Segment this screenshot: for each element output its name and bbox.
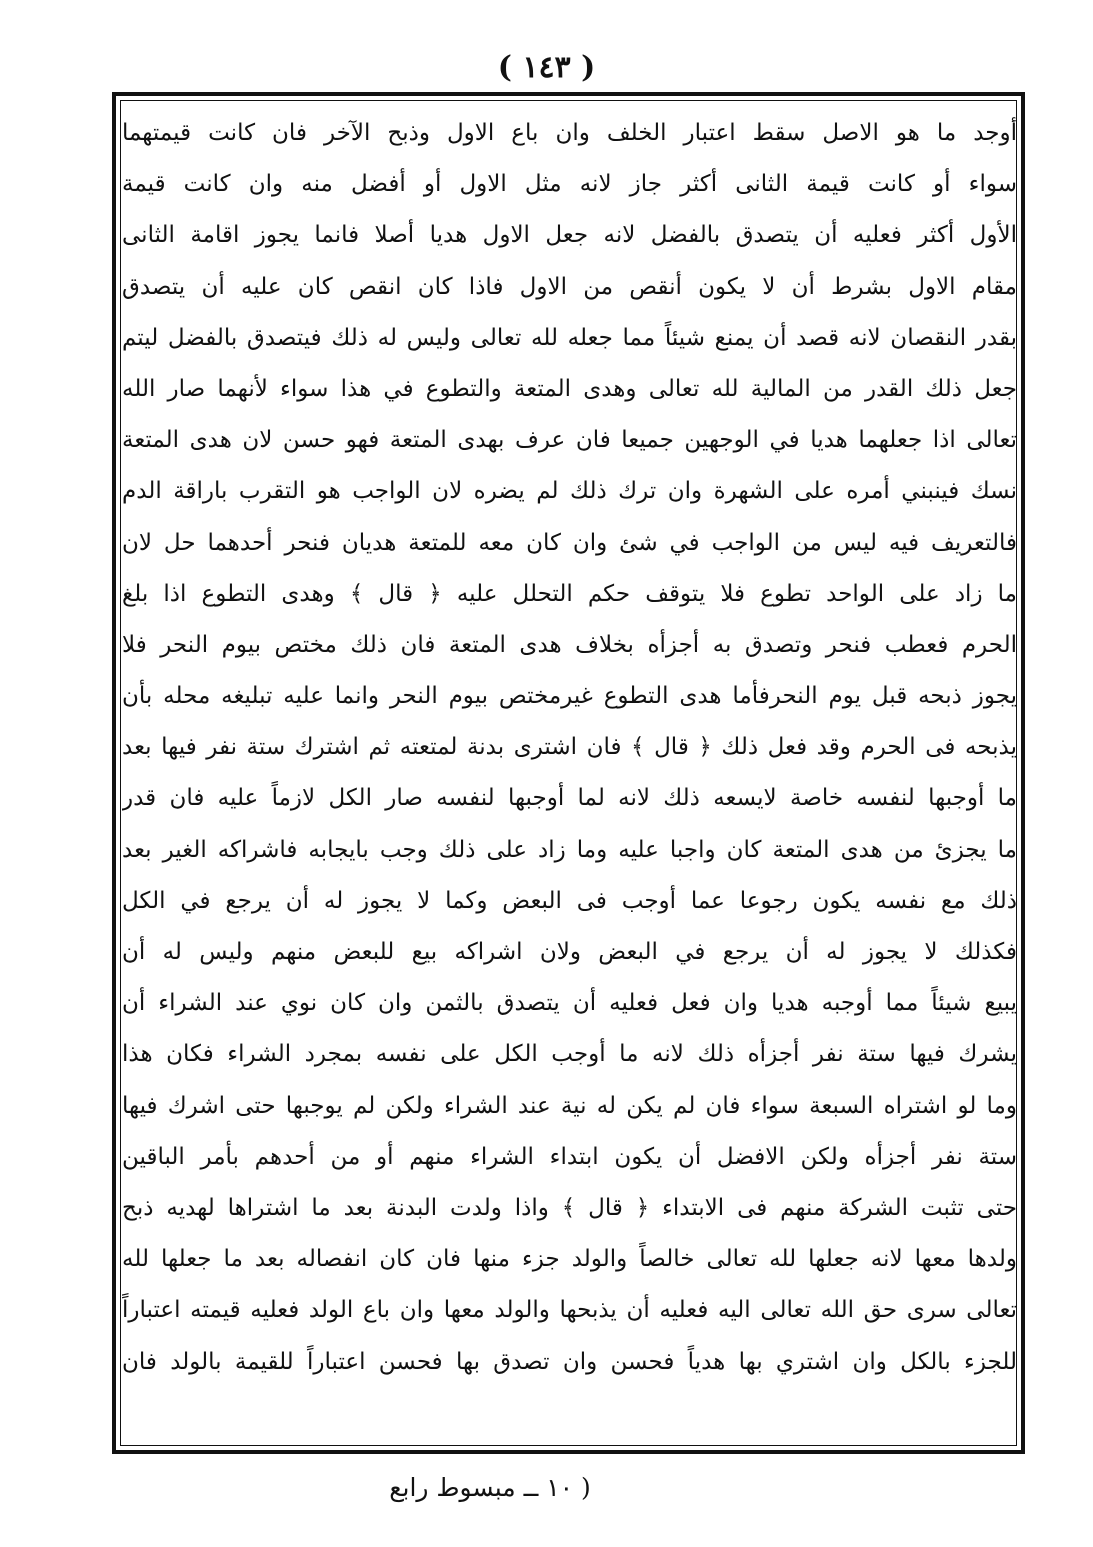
text-line: الأول أكثر فعليه أن يتصدق بالفضل لانه جعل الاول هديا أصلا فانما يجوز اقامة الثانى: [122, 222, 1017, 249]
text-line: ذلك مع نفسه يكون رجوعا عما أوجب فى البعض وكما لا يجوز له أن يرجع في الكل: [122, 887, 1017, 914]
text-line: حتى تثبت الشركة منهم فى الابتداء ﴿ قال ﴾ واذا ولدت البدنة بعد ما اشتراها لهديه ذبح: [122, 1194, 1017, 1221]
text-line: يذبحه فى الحرم وقد فعل ذلك ﴿ قال ﴾ فان اشترى بدنة لمتعته ثم اشترك ستة نفر فيها بعد: [122, 734, 1017, 761]
page-footer: ( ١٠ ــ مبسوط رابع: [389, 1473, 591, 1502]
text-line: ستة نفر أجزأه ولكن الافضل أن يكون ابتداء الشراء منهم أو من أحدهم بأمر الباقين: [122, 1143, 1017, 1170]
text-line: بقدر النقصان لانه قصد أن يمنع شيئاً مما جعله لله تعالى وليس له ذلك فيتصدق بالفضل ليتم: [122, 324, 1017, 351]
text-line: ولدها معها لانه جعلها لله تعالى خالصاً والولد جزء منها فان كان انفصاله بعد ما جعلها لله: [122, 1246, 1017, 1273]
page-number: ( ١٤٣ ): [497, 50, 596, 85]
text-line: يشرك فيها ستة نفر أجزأه ذلك لانه ما أوجب الكل على نفسه بمجرد الشراء فكان هذا: [122, 1041, 1017, 1068]
text-line: يجوز ذبحه قبل يوم النحرفأما هدى التطوع غيرمختص بيوم النحر وانما عليه تبليغه محله بأن: [122, 683, 1017, 710]
text-line: للجزء بالكل وان اشتري بها هدياً فحسن وان تصدق بها فحسن اعتباراً للقيمة بالولد فان: [122, 1348, 1017, 1375]
text-line: أوجد ما هو الاصل سقط اعتبار الخلف وان باع الاول وذبح الآخر فان كانت قيمتهما: [122, 120, 1017, 146]
text-line: وما لو اشتراه السبعة سواء فان لم يكن له نية عند الشراء ولكن لم يوجبها حتى اشرك فيها: [122, 1092, 1017, 1119]
text-line: فكذلك لا يجوز له أن يرجع في البعض ولان اشراكه بيع للبعض منهم وليس له أن: [122, 939, 1017, 965]
text-line: نسك فينبني أمره على الشهرة وان ترك ذلك لم يضره لان الواجب هو التقرب باراقة الدم: [122, 478, 1017, 505]
text-line: ما يجزئ من هدى المتعة كان واجبا عليه وما زاد على ذلك وجب بايجابه فاشراكه الغير بعد: [122, 836, 1017, 863]
text-line: الحرم فعطب فنحر وتصدق به أجزأه بخلاف هدى المتعة فان ذلك مختص بيوم النحر فلا: [122, 631, 1017, 658]
text-line: مقام الاول بشرط أن لا يكون أنقص من الاول فاذا كان انقص كان عليه أن يتصدق: [122, 273, 1017, 300]
text-line: يبيع شيئاً مما أوجبه هديا وان فعل فعليه أن يتصدق بالثمن وان كان نوي عند الشراء أن: [122, 990, 1017, 1017]
text-line: فالتعريف فيه ليس من الواجب في شئ وان كان معه للمتعة هديان فنحر أحدهما حل لان: [122, 529, 1017, 556]
text-line: سواء أو كانت قيمة الثانى أكثر جاز لانه مثل الاول أو أفضل منه وان كانت قيمة: [122, 171, 1017, 198]
body-text: [122, 108, 1017, 1388]
text-line: ما زاد على الواحد تطوع فلا يتوقف حكم التحلل عليه ﴿ قال ﴾ وهدى التطوع اذا بلغ: [122, 580, 1017, 607]
text-line: جعل ذلك القدر من المالية لله تعالى وهدى المتعة والتطوع في هذا سواء لأنهما صار الله: [122, 375, 1017, 402]
text-line: ما أوجبها لنفسه خاصة لايسعه ذلك لانه لما أوجبها لنفسه صار الكل لازماً عليه فان قدر: [122, 785, 1017, 812]
text-line: تعالى سرى حق الله تعالى اليه فعليه أن يذبحها والولد معها وان باع الولد فعليه قيمته اعتباراً: [122, 1297, 1017, 1324]
text-line: تعالى اذا جعلهما هديا في الوجهين جميعا فان عرف بهدى المتعة فهو حسن لان هدى المتعة: [122, 427, 1017, 454]
